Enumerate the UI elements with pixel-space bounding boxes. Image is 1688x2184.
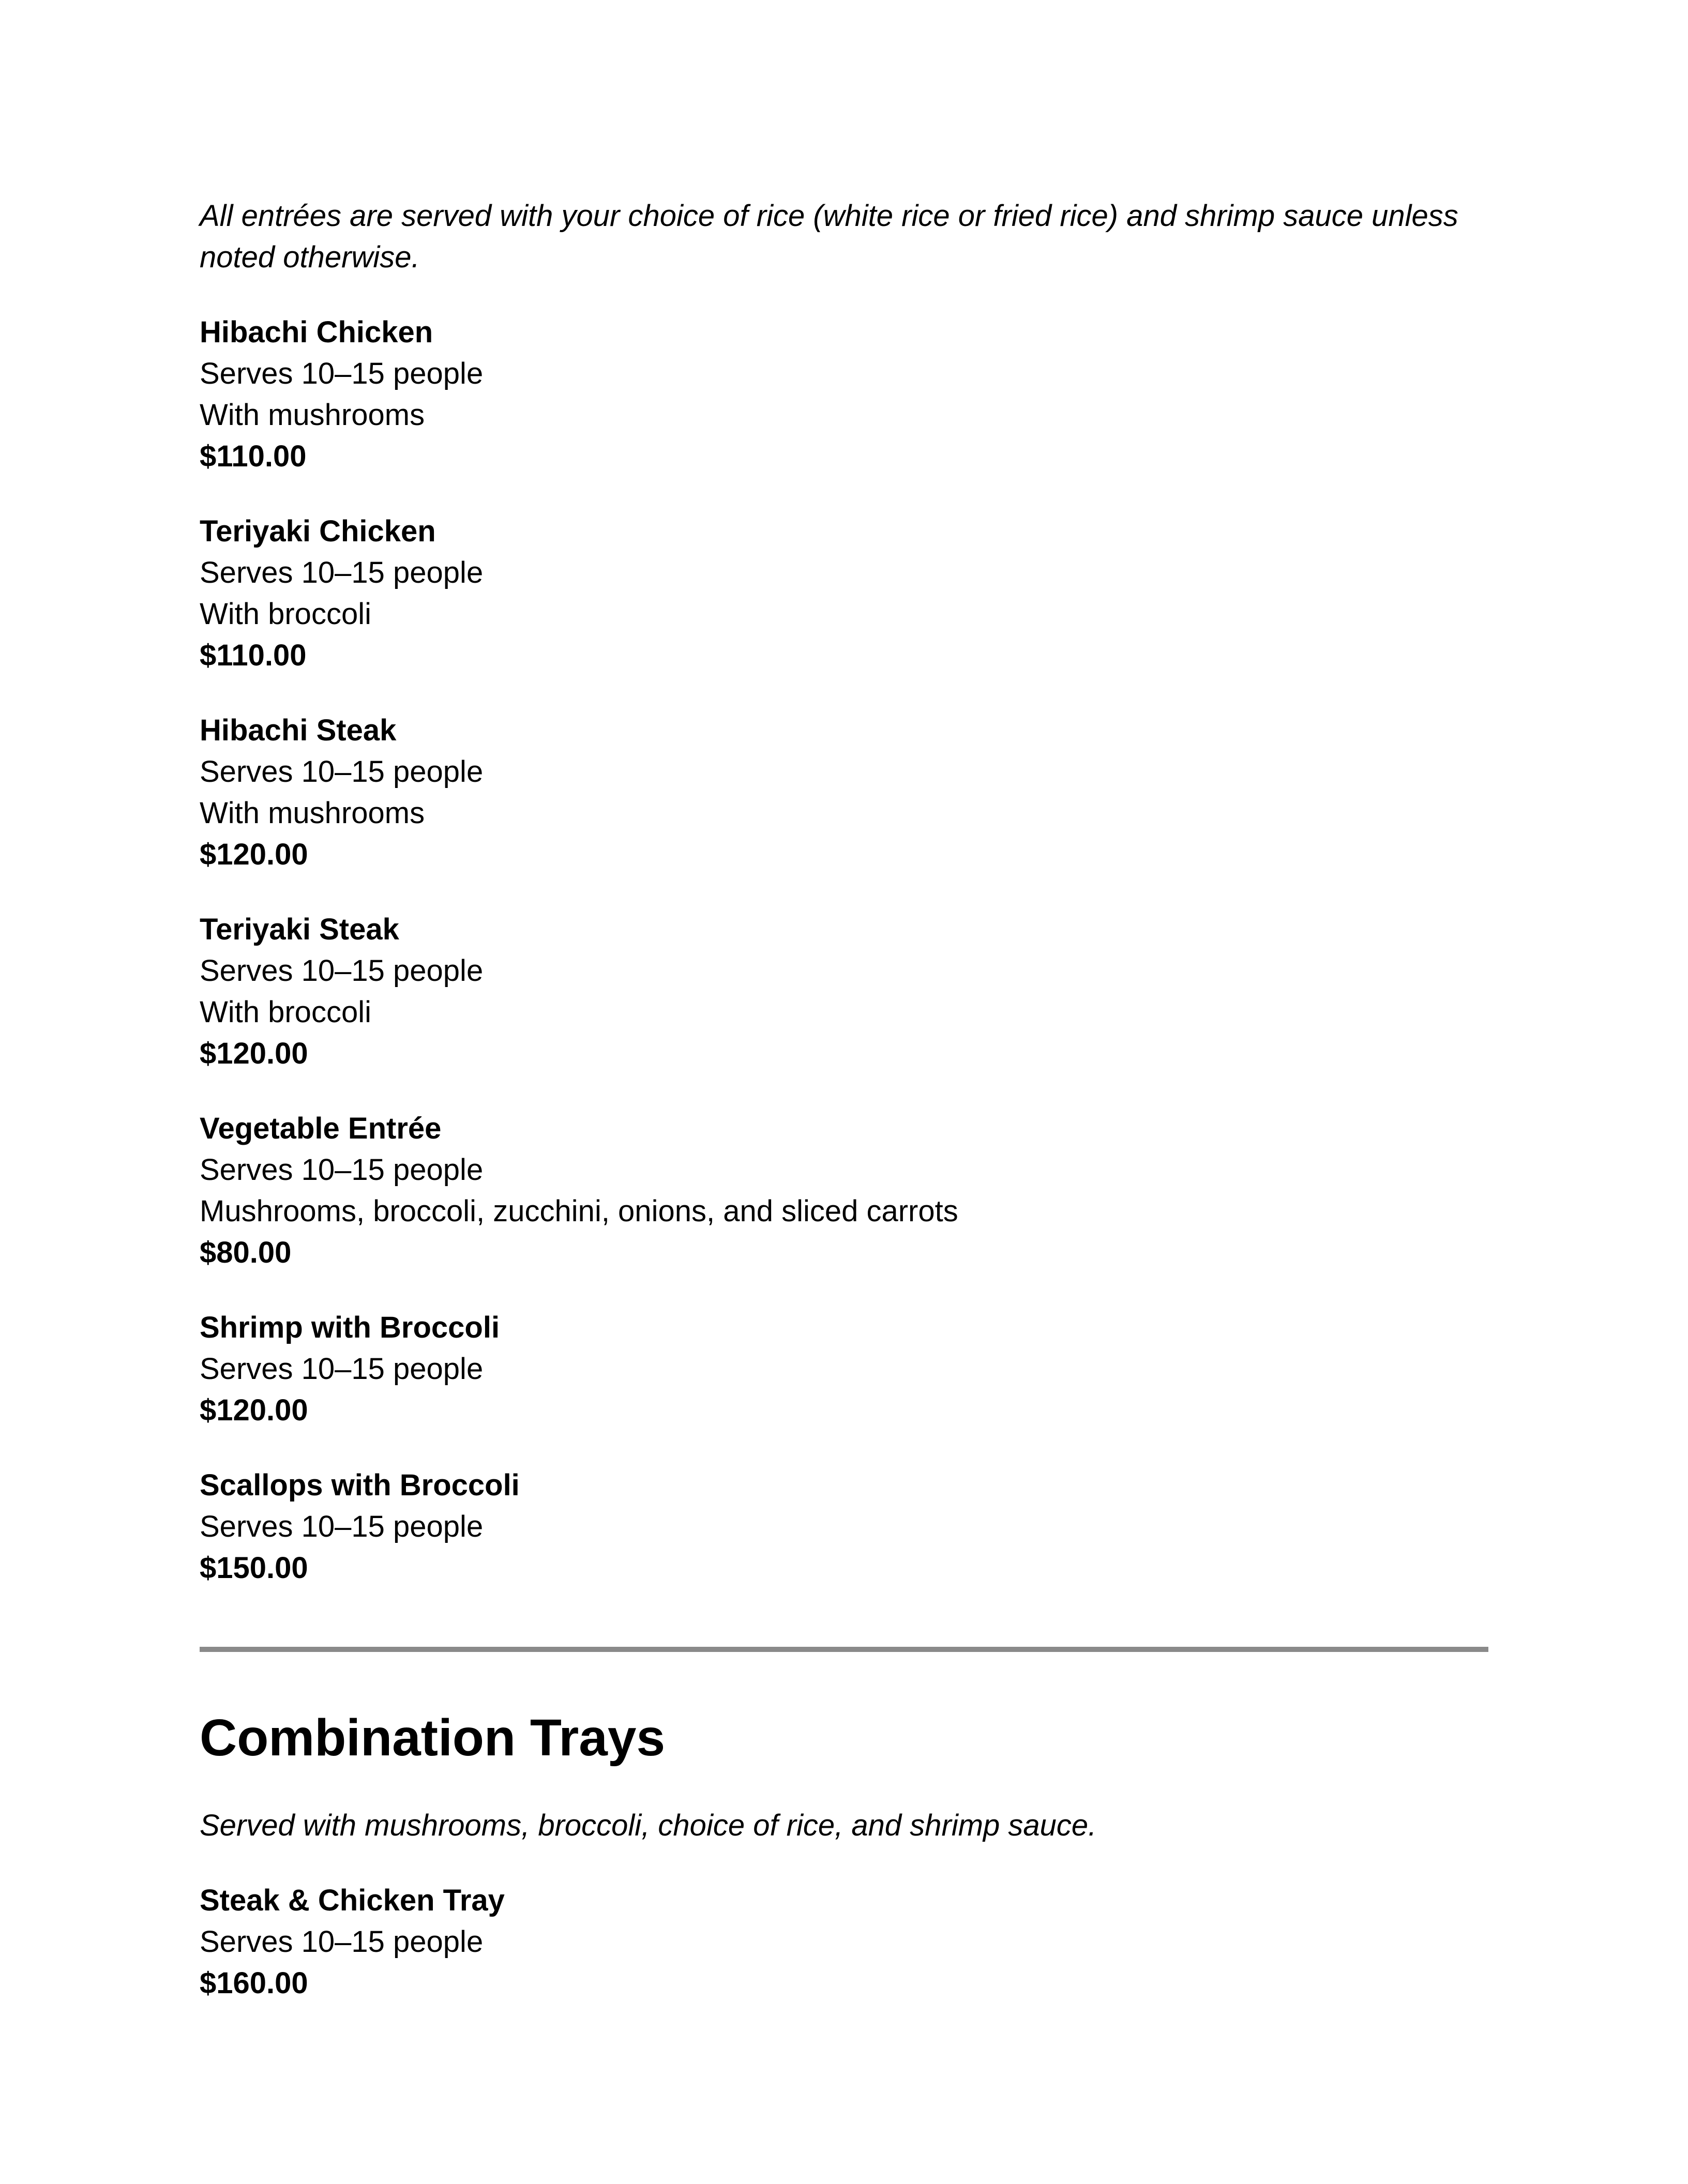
section-heading: Combination Trays (200, 1709, 666, 1767)
item-serves: Serves 10–15 people (200, 1352, 484, 1386)
item-price: $150.00 (200, 1551, 308, 1585)
item-serves: Serves 10–15 people (200, 357, 484, 390)
item-price: $160.00 (200, 1966, 308, 2000)
item-name: Steak & Chicken Tray (200, 1884, 505, 1917)
menu-item-hibachi-chicken (200, 312, 1488, 477)
item-description: With broccoli (200, 995, 371, 1029)
menu-item-hibachi-steak (200, 710, 1488, 875)
item-name: Teriyaki Chicken (200, 514, 436, 548)
item-name: Shrimp with Broccoli (200, 1311, 500, 1344)
menu-item-teriyaki-steak (200, 909, 1488, 1074)
menu-item-shrimp-with-broccoli (200, 1307, 1488, 1431)
item-name: Scallops with Broccoli (200, 1468, 520, 1502)
item-name: Teriyaki Steak (200, 913, 399, 946)
item-description: With mushrooms (200, 796, 425, 830)
item-price: $120.00 (200, 1037, 308, 1070)
item-price: $110.00 (200, 439, 307, 473)
item-price: $120.00 (200, 838, 308, 871)
item-serves: Serves 10–15 people (200, 1925, 484, 1959)
item-description: With broccoli (200, 597, 371, 631)
menu-item-scallops-with-broccoli (200, 1465, 1488, 1589)
item-description: With mushrooms (200, 398, 425, 432)
item-price: $80.00 (200, 1236, 292, 1269)
item-name: Hibachi Steak (200, 714, 397, 747)
item-serves: Serves 10–15 people (200, 755, 484, 788)
menu-item-vegetable-entree (200, 1108, 1488, 1273)
item-serves: Serves 10–15 people (200, 556, 484, 589)
intro-note: All entrées are served with your choice of rice (white rice or fried rice) and shrimp sauce unless noted otherwise. (200, 199, 1458, 274)
item-serves: Serves 10–15 people (200, 1153, 484, 1187)
item-serves: Serves 10–15 people (200, 1510, 484, 1543)
section-divider (200, 1647, 1488, 1652)
item-serves: Serves 10–15 people (200, 954, 484, 988)
section-note: Served with mushrooms, broccoli, choice of rice, and shrimp sauce. (200, 1809, 1097, 1842)
item-price: $110.00 (200, 639, 307, 672)
item-name: Hibachi Chicken (200, 315, 433, 349)
item-price: $120.00 (200, 1393, 308, 1427)
menu-item-steak-and-chicken-tray (200, 1880, 1488, 2004)
menu-item-teriyaki-chicken (200, 511, 1488, 676)
item-description: Mushrooms, broccoli, zucchini, onions, and sliced carrots (200, 1194, 958, 1228)
item-name: Vegetable Entrée (200, 1112, 442, 1145)
